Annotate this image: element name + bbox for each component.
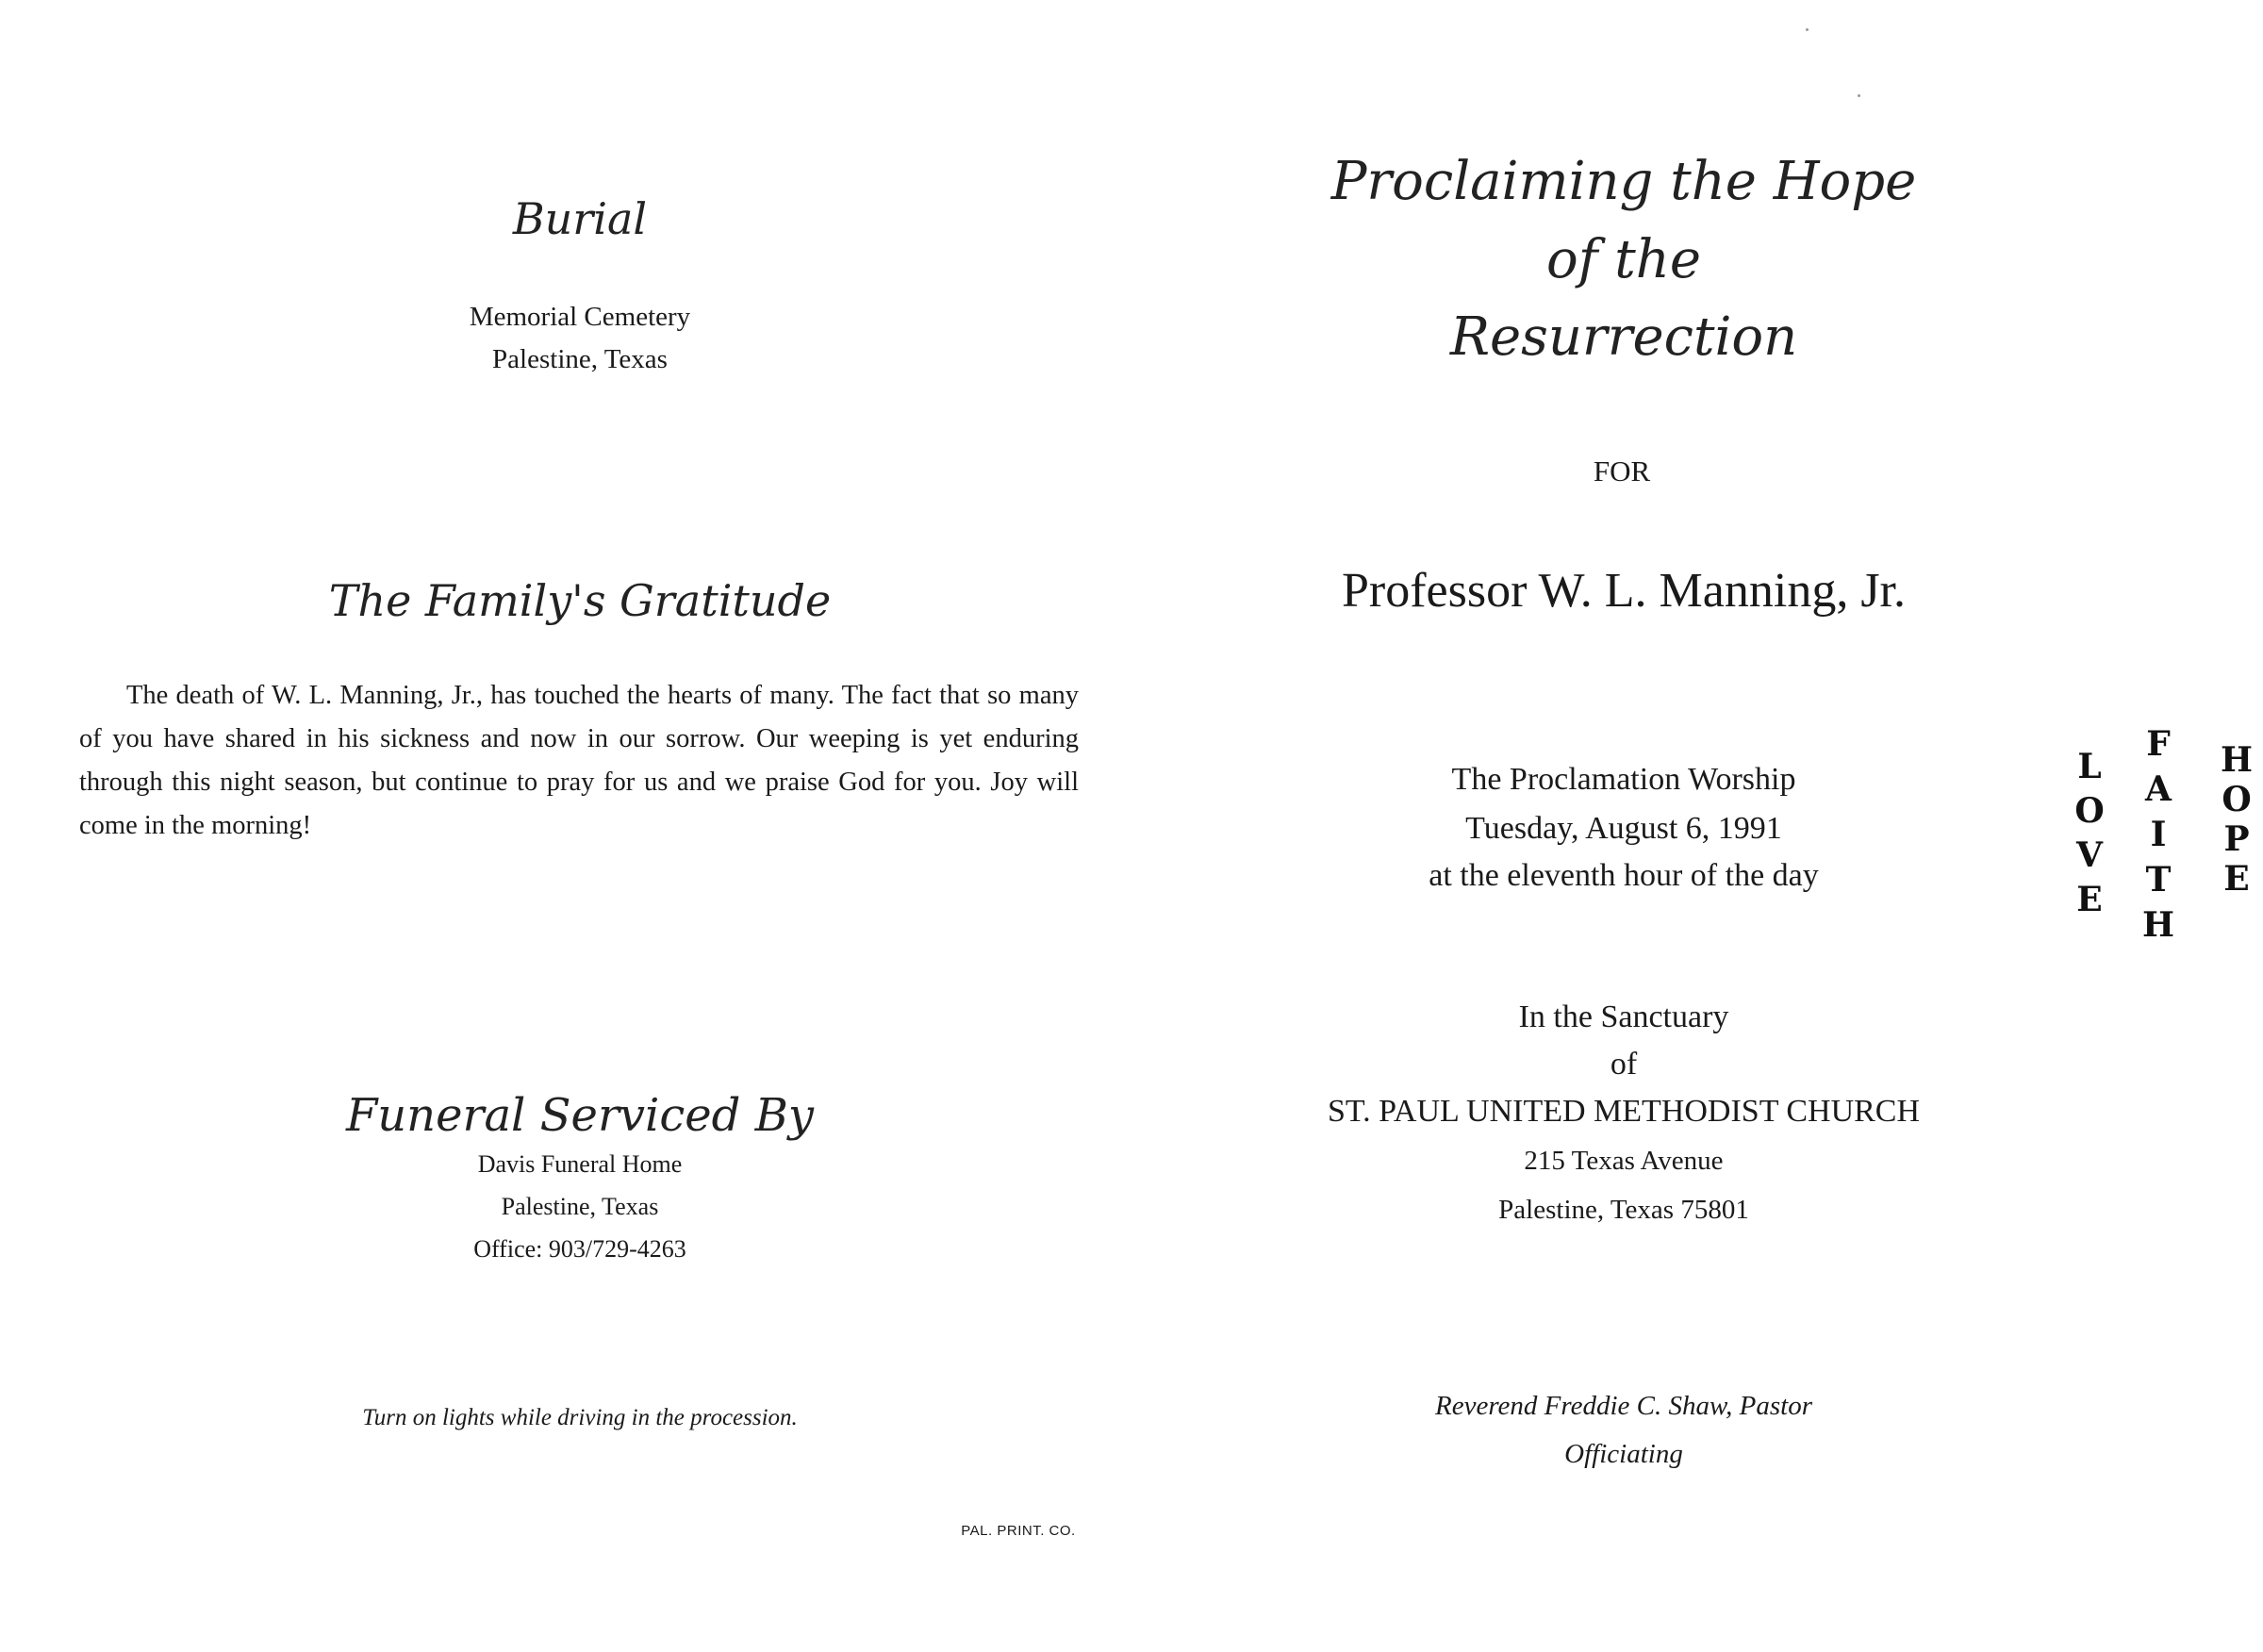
scan-speck bbox=[1858, 94, 1860, 97]
vertical-word-faith bbox=[2139, 721, 2177, 948]
vertical-letter: P bbox=[2223, 819, 2250, 859]
officiant-role: Officiating bbox=[1564, 1439, 1683, 1469]
church-street: 215 Texas Avenue bbox=[1524, 1146, 1724, 1176]
burial-location: Palestine, Texas bbox=[492, 344, 668, 374]
gratitude-heading: The Family's Gratitude bbox=[328, 575, 832, 626]
vertical-word-love bbox=[2071, 745, 2108, 922]
burial-cemetery: Memorial Cemetery bbox=[469, 302, 691, 332]
printer-credit: PAL. PRINT. CO. bbox=[961, 1523, 1076, 1539]
for-label: FOR bbox=[1593, 454, 1651, 487]
vertical-letter: T bbox=[2145, 860, 2172, 900]
venue-line: In the Sanctuary bbox=[1518, 999, 1729, 1034]
scan-speck bbox=[1806, 28, 1809, 31]
cover-title-line: of the bbox=[1546, 229, 1701, 290]
worship-date: Tuesday, August 6, 1991 bbox=[1465, 811, 1782, 846]
vertical-letter: H bbox=[2220, 740, 2253, 780]
procession-note: Turn on lights while driving in the procession. bbox=[362, 1405, 798, 1430]
cover-title-line: Proclaiming the Hope bbox=[1330, 151, 1917, 212]
cover-title-line: Resurrection bbox=[1449, 306, 1798, 368]
vertical-letter: V bbox=[2076, 835, 2103, 875]
honoree-name: Professor W. L. Manning, Jr. bbox=[1342, 564, 1906, 618]
church-city: Palestine, Texas 75801 bbox=[1498, 1195, 1749, 1225]
vertical-letter: O bbox=[2074, 791, 2105, 831]
funeral-home-phone: Office: 903/729-4263 bbox=[473, 1235, 686, 1263]
vertical-word-hope-cropped bbox=[2197, 740, 2253, 899]
vertical-letter: O bbox=[2222, 780, 2252, 819]
vertical-letter: A bbox=[2145, 769, 2172, 809]
vertical-letter: E bbox=[2076, 880, 2103, 919]
officiant-name: Reverend Freddie C. Shaw, Pastor bbox=[1434, 1391, 1812, 1421]
vertical-letter: H bbox=[2141, 905, 2174, 945]
vertical-letter: I bbox=[2150, 815, 2167, 854]
burial-heading: Burial bbox=[512, 193, 648, 244]
vertical-letter: E bbox=[2223, 859, 2250, 899]
funeral-home-name: Davis Funeral Home bbox=[477, 1150, 683, 1178]
gratitude-body: The death of W. L. Manning, Jr., has touched the hearts of many. The fact that so many of you have shared in his sickness and now in our sorrow. Our weeping is yet enduring through this night season, but continue to pray for us and we praise God for you. Joy will come in the morning! bbox=[79, 681, 1079, 840]
funeral-heading: Funeral Serviced By bbox=[345, 1089, 815, 1142]
worship-title: The Proclamation Worship bbox=[1451, 762, 1796, 797]
vertical-letter: F bbox=[2146, 724, 2171, 764]
venue-line: of bbox=[1610, 1047, 1638, 1082]
church-name: ST. PAUL UNITED METHODIST CHURCH bbox=[1327, 1094, 1921, 1129]
worship-time: at the eleventh hour of the day bbox=[1429, 858, 1819, 893]
vertical-letter: L bbox=[2077, 747, 2102, 786]
funeral-home-location: Palestine, Texas bbox=[501, 1193, 659, 1220]
